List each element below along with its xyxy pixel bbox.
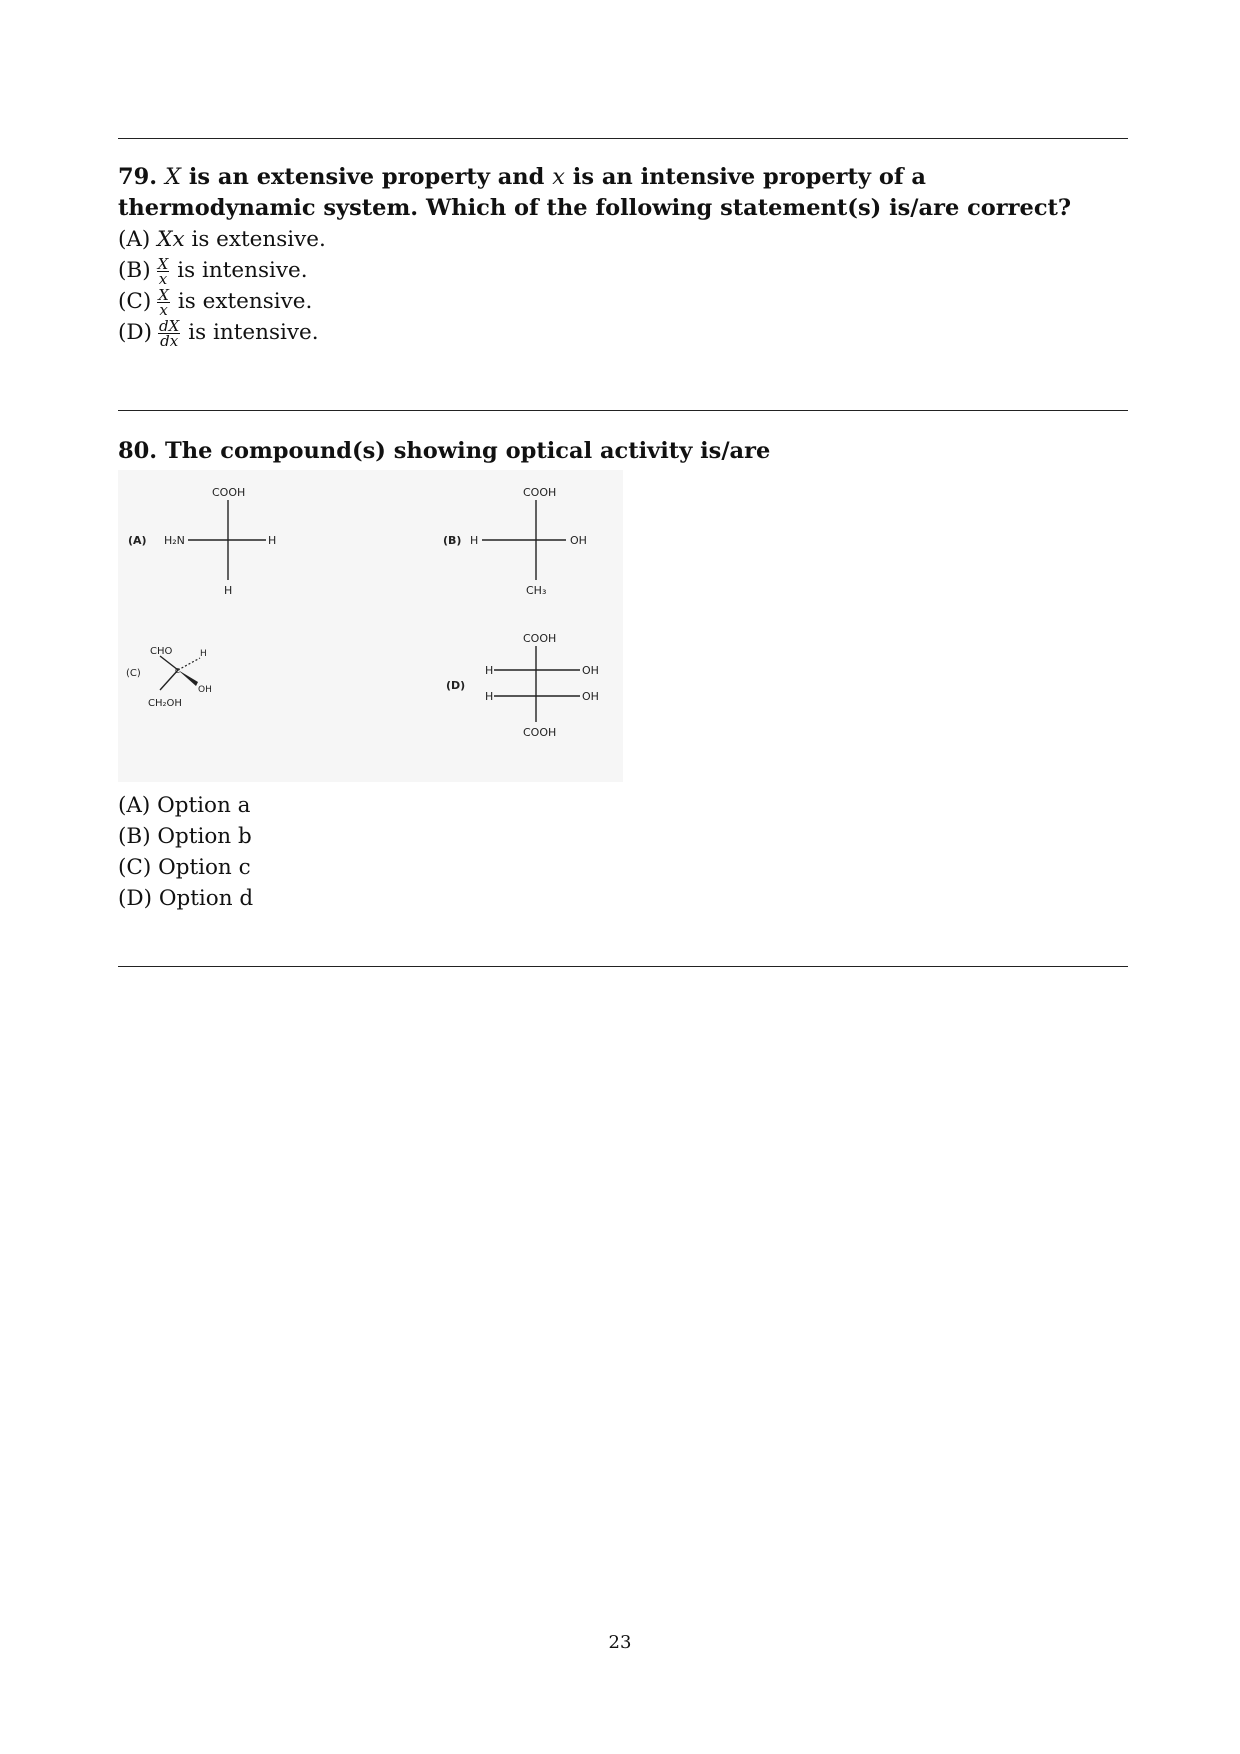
fraction	[158, 316, 180, 350]
label-cooh: COOH	[523, 632, 557, 645]
var-X: X	[165, 164, 182, 190]
top-rule	[118, 138, 1128, 139]
option-text: Option c	[158, 855, 251, 880]
structure-c	[126, 646, 212, 709]
option-letter: (D)	[118, 320, 153, 345]
label-h: H	[485, 664, 494, 677]
option-text: is intensive.	[188, 320, 319, 345]
structures-figure	[118, 470, 623, 782]
option-text: is extensive.	[191, 227, 326, 252]
option-text: Option d	[158, 886, 254, 911]
question-number: 80.	[118, 438, 158, 464]
separator-rule	[118, 410, 1128, 411]
page-number: 23	[608, 1632, 632, 1653]
structure-d	[446, 632, 599, 739]
label-cooh: COOH	[212, 486, 246, 499]
label-ch3: CH₃	[526, 584, 547, 597]
option-text: is extensive.	[177, 289, 313, 314]
denominator: dx	[160, 331, 179, 350]
label-h2n: H₂N	[164, 534, 185, 547]
numerator: X	[157, 254, 169, 273]
option-letter: (A)	[118, 227, 151, 252]
label-cho: CHO	[150, 646, 173, 657]
option-text: Option a	[157, 793, 251, 818]
label-h: H	[224, 584, 233, 597]
label-h: H	[268, 534, 277, 547]
stem-text: is an extensive property and	[188, 164, 545, 190]
option-letter: (C)	[118, 855, 152, 880]
option-b	[118, 821, 1128, 852]
label-cooh: COOH	[523, 726, 557, 739]
question-79-stem	[118, 162, 1128, 224]
stem-text: The compound(s) showing optical activity is/are	[165, 438, 771, 464]
option-letter: (D)	[118, 886, 153, 911]
structure-b	[443, 486, 587, 597]
label-h: H	[200, 649, 207, 659]
option-a	[118, 224, 1128, 255]
fraction	[157, 285, 170, 319]
var-x: x	[552, 164, 565, 190]
question-79	[118, 162, 1128, 348]
label-cooh: COOH	[523, 486, 557, 499]
label-oh: OH	[570, 534, 587, 547]
denominator: x	[159, 300, 168, 319]
option-text: is intensive.	[177, 258, 308, 283]
numerator: dX	[159, 316, 180, 335]
label-c-center: C	[175, 667, 180, 675]
label-h: H	[485, 690, 494, 703]
option-c	[118, 852, 1128, 883]
label-oh: OH	[582, 690, 599, 703]
label-c: (C)	[126, 668, 141, 679]
question-80-stem	[118, 436, 1128, 467]
option-b	[118, 255, 1128, 286]
question-80	[118, 436, 1128, 467]
denominator: x	[158, 269, 168, 288]
option-d	[118, 317, 1128, 348]
label-b: (B)	[443, 534, 462, 547]
bottom-rule	[118, 966, 1128, 967]
label-ch2oh: CH₂OH	[148, 698, 182, 709]
label-h: H	[470, 534, 479, 547]
option-letter: (C)	[118, 289, 152, 314]
option-d	[118, 883, 1128, 914]
numerator: X	[158, 285, 169, 304]
option-letter: (B)	[118, 258, 151, 283]
structure-a	[128, 486, 276, 597]
option-c	[118, 286, 1128, 317]
option-a	[118, 790, 1128, 821]
option-expression: Xx	[157, 227, 185, 252]
label-a: (A)	[128, 534, 147, 547]
stem-text: is an intensive property of a thermodynamic system. Which of the following statement(s) is/are correct?	[118, 164, 1072, 221]
option-letter: (B)	[118, 824, 151, 849]
question-80-options	[118, 790, 1128, 914]
label-d: (D)	[446, 679, 466, 692]
fraction	[157, 254, 170, 288]
label-oh: OH	[198, 685, 212, 695]
option-letter: (A)	[118, 793, 151, 818]
label-oh: OH	[582, 664, 599, 677]
question-number: 79.	[118, 164, 158, 190]
option-text: Option b	[157, 824, 252, 849]
